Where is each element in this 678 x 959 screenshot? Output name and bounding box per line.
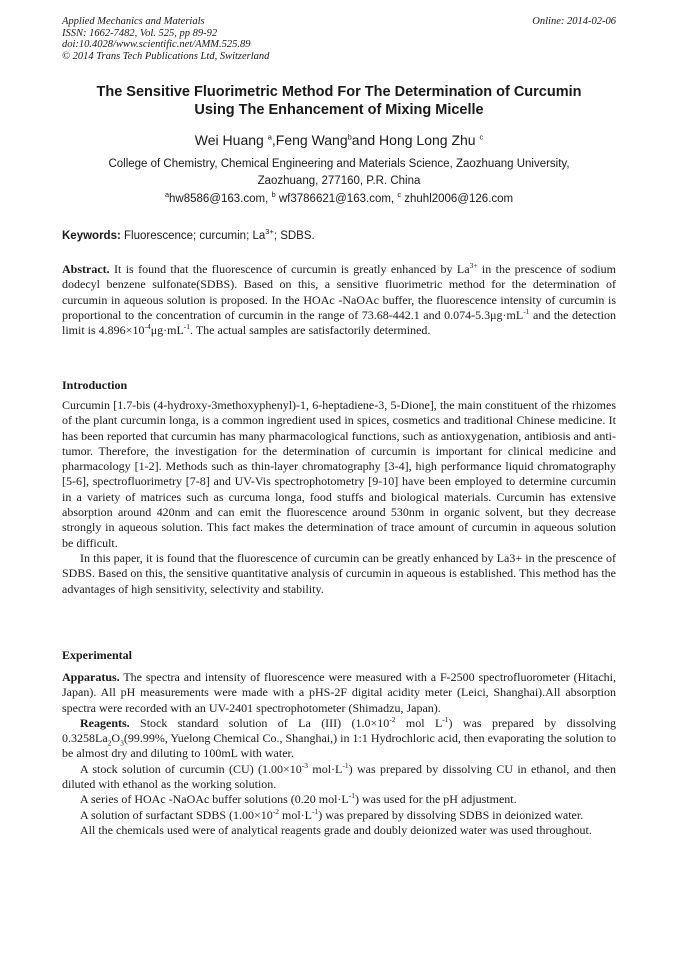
apparatus-paragraph bbox=[62, 670, 616, 716]
sdbs-sup-2: -1 bbox=[312, 806, 319, 816]
email-3: zhuhl2006@126.com bbox=[401, 193, 514, 205]
doi: doi:10.4028/www.scientific.net/AMM.525.89 bbox=[62, 39, 251, 50]
introduction-paragraph-2: In this paper, it is found that the fluorescence of curcumin can be greatly enhanced by La3+ in the prescence of SDBS. Based on this, the sensitive quantitative analysis of curcumin in aqueous is established. This method has the advantages of high sensitivity, selectivity and stability. bbox=[62, 550, 616, 596]
keywords-text-2: ; SDBS. bbox=[273, 230, 315, 242]
journal-header bbox=[62, 16, 269, 62]
sdbs-paragraph bbox=[62, 808, 616, 823]
email-2-mark: b bbox=[271, 190, 276, 200]
author-1: Wei Huang bbox=[194, 132, 268, 148]
reagents-sub-2: 3 bbox=[120, 738, 124, 748]
introduction-heading: Introduction bbox=[62, 378, 128, 392]
abstract-text-5: . The actual samples are satisfactorily determined. bbox=[190, 323, 431, 338]
email-1-mark: a bbox=[164, 190, 170, 200]
keywords-label: Keywords: bbox=[62, 230, 121, 242]
author-2-mark: b bbox=[347, 132, 352, 142]
journal-name: Applied Mechanics and Materials bbox=[62, 16, 205, 27]
curcumin-sup-2: -1 bbox=[342, 760, 349, 770]
email-list bbox=[62, 190, 616, 205]
title-line-2: Using The Enhancement of Mixing Micelle bbox=[194, 102, 484, 118]
affiliation bbox=[62, 156, 616, 190]
buffer-sup-1: -1 bbox=[348, 791, 355, 801]
curcumin-sup-1: -3 bbox=[301, 760, 309, 770]
author-3-mark: c bbox=[479, 132, 484, 142]
reagents-sup-1: -2 bbox=[389, 714, 396, 724]
apparatus-text: The spectra and intensity of fluorescence were measured with a F-2500 spectrofluorometer (Hitachi, Japan). All pH measurements were made with a pHS-2F digital acidity meter (Leici, Shanghai).All absorption spectra were recorded with an UV-2401 spectrophotometer (Shimadzu, Japan). bbox=[62, 670, 616, 715]
abstract bbox=[62, 262, 616, 338]
reagents-text-5: (99.99%, Yuelong Chemical Co., Shanghai,) in 1:1 Hydrochloric acid, then evaporating the solution to be almost dry and diluting to 100mL with water. bbox=[62, 731, 616, 761]
sdbs-text-1: A solution of surfactant SDBS (1.00×10 bbox=[80, 807, 273, 822]
author-2: ,Feng Wang bbox=[271, 132, 348, 148]
paper-title bbox=[62, 83, 616, 119]
buffer-text-2: ) was used for the pH adjustment. bbox=[354, 792, 517, 807]
issn: ISSN: 1662-7482, Vol. 525, pp 89-92 bbox=[62, 27, 218, 39]
reagents-label: Reagents. bbox=[80, 715, 130, 730]
affiliation-line-1: College of Chemistry, Chemical Engineering and Materials Science, Zaozhuang University, bbox=[108, 158, 570, 170]
sdbs-text-2: mol·L bbox=[279, 807, 313, 822]
introduction bbox=[62, 398, 616, 597]
abstract-sup-1: 3+ bbox=[469, 261, 478, 270]
abstract-sup-2: -1 bbox=[523, 306, 530, 316]
author-1-mark: a bbox=[267, 132, 272, 142]
chemicals-paragraph: All the chemicals used were of analytical reagents grade and doubly deionized water was used throughout. bbox=[80, 822, 592, 837]
reagents-paragraph bbox=[62, 716, 616, 762]
abstract-text-3: and the detection limit is 4.896×10 bbox=[62, 307, 616, 338]
abstract-text-4: μg·mL bbox=[150, 323, 184, 338]
curcumin-text-2: mol·L bbox=[308, 761, 343, 776]
reagents-text-4: O bbox=[111, 731, 121, 746]
experimental-heading: Experimental bbox=[62, 648, 132, 662]
experimental bbox=[62, 670, 616, 838]
title-line-1: The Sensitive Fluorimetric Method For The Determination of Curcumin bbox=[96, 84, 582, 100]
email-3-mark: c bbox=[397, 190, 402, 200]
abstract-text-2: in the prescence of sodium dodecyl benzene sulfonate(SDBS). Based on this, a sensitive fluorimetric method for the determination of curcumin in aqueous solution is proposed. In the HOAc -NaOAc buffer, the fluorescence intensity of curcumin is proportional to the concentration of curcumin in the range of 73.68-442.1 and 0.074-5.3μg·mL bbox=[62, 262, 616, 322]
buffer-text-1: A series of HOAc -NaOAc buffer solutions (0.20 mol·L bbox=[80, 792, 349, 807]
author-3: and Hong Long Zhu bbox=[351, 132, 480, 148]
email-1: hw8586@163.com, bbox=[169, 193, 272, 205]
email-2: wf3786621@163.com, bbox=[275, 193, 398, 205]
reagents-text-2: mol L bbox=[395, 715, 443, 730]
abstract-label: Abstract. bbox=[62, 262, 110, 276]
curcumin-text-3: ) was prepared by dissolving CU in ethanol, and then diluted with ethanol as the working solution. bbox=[62, 761, 616, 792]
curcumin-solution-paragraph bbox=[62, 762, 616, 793]
sdbs-sup-1: -2 bbox=[272, 806, 280, 816]
affiliation-line-2: Zaozhuang, 277160, P.R. China bbox=[257, 175, 421, 187]
reagents-text-3: ) was prepared by dissolving 0.3258La bbox=[62, 715, 616, 746]
reagents-text-1: Stock standard solution of La (III) (1.0×10 bbox=[129, 715, 390, 730]
keywords-text-1: Fluorescence; curcumin; La bbox=[120, 230, 266, 242]
curcumin-text-1: A stock solution of curcumin (CU) (1.00×10 bbox=[80, 761, 302, 776]
buffer-paragraph bbox=[62, 792, 616, 807]
author-list bbox=[62, 132, 616, 148]
abstract-sup-4: -1 bbox=[183, 322, 191, 332]
reagents-sup-2: -1 bbox=[442, 714, 449, 724]
abstract-text-1: It is found that the fluorescence of curcumin is greatly enhanced by La bbox=[109, 262, 470, 276]
sdbs-text-3: ) was prepared by dissolving SDBS in deionized water. bbox=[318, 807, 584, 822]
introduction-paragraph-1: Curcumin [1.7-bis (4-hydroxy-3methoxyphenyl)-1, 6-heptadiene-3, 5-Dione], the main constituent of the rhizomes of the plant curcumin longa, is a common ingredient used in spices, cosmetics and traditional Chinese medicine. It has been reported that curcumin has many pharmacological functions, such as antioxygenation, antibiosis and anti-tumor. Therefore, the investigation for the determination of curcumin is important for clinical medicine and pharmacology [1-2]. Methods such as thin-layer chromatography [3-4], high performance liquid chromatography [5-6], spectrofluorimetry [7-8] and UV-Vis spectrophotometry [9-10] have been employed to determine curcumin in a variety of matrices such as curcuma longa, food stuffs and biological materials. Curcumin has extensive absorption around 420nm and can emit the fluorescence around 530nm in organic solvent, but they decrease strongly in aqueous solution. This fact makes the determination of trace amount of curcumin in aqueous solution be difficult. bbox=[62, 398, 616, 550]
reagents-sub-1: 2 bbox=[107, 738, 112, 748]
online-date: Online: 2014-02-06 bbox=[532, 16, 616, 27]
abstract-sup-3: -4 bbox=[144, 322, 151, 332]
apparatus-label: Apparatus. bbox=[62, 670, 120, 684]
keywords-sup: 3+ bbox=[265, 227, 274, 237]
copyright: © 2014 Trans Tech Publications Ltd, Switzerland bbox=[62, 50, 270, 62]
keywords bbox=[62, 227, 616, 242]
